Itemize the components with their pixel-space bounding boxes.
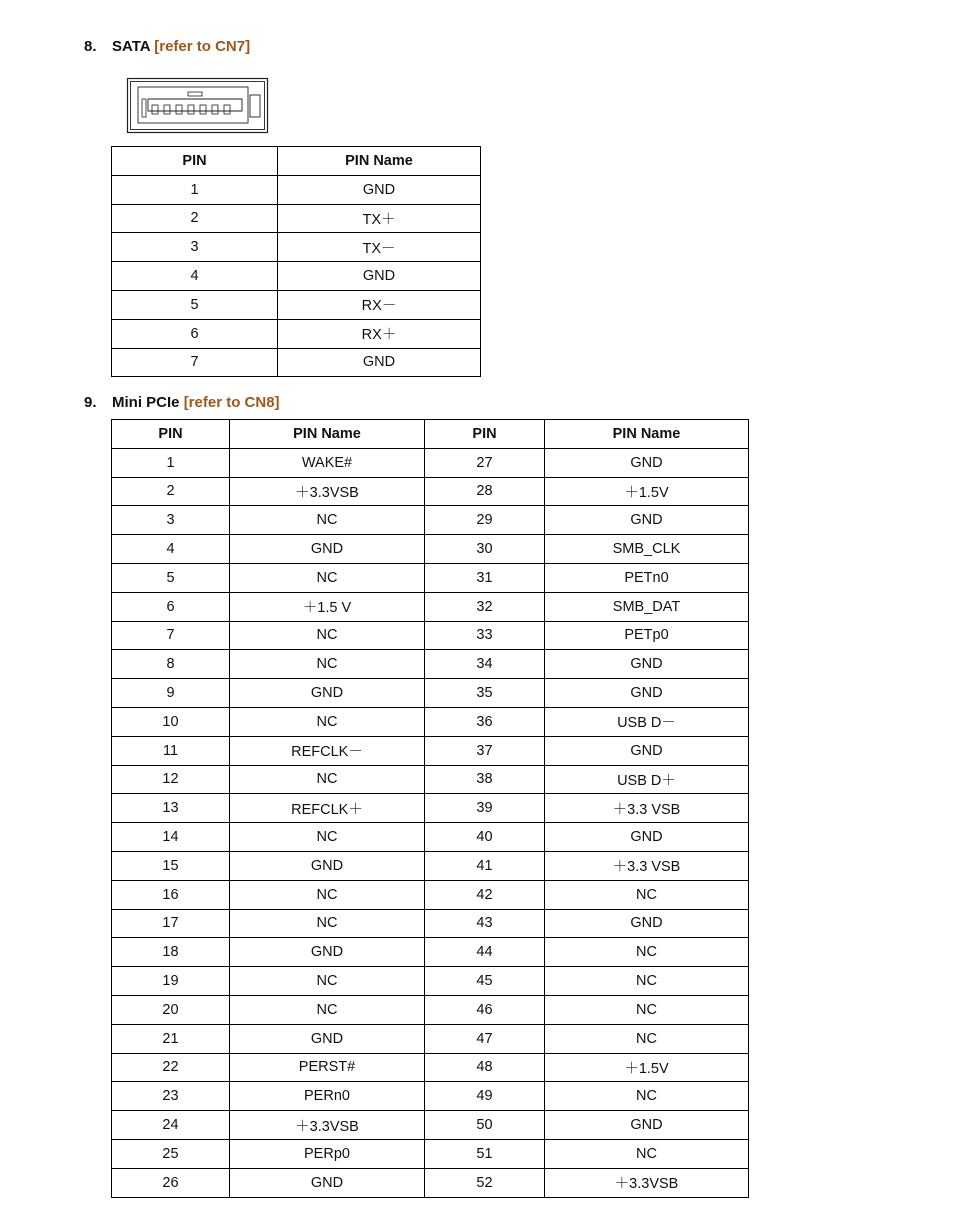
table-row xyxy=(112,592,749,621)
pin-name-cell: NC xyxy=(545,880,749,909)
pin-name-cell: REFCLK＋ xyxy=(230,794,425,823)
pin-name-cell: NC xyxy=(230,707,425,736)
pin-name-cell: ＋3.3VSB xyxy=(545,1168,749,1197)
section-reference: [refer to CN7] xyxy=(154,38,251,55)
pin-name-cell: PETn0 xyxy=(545,563,749,592)
pin-number-cell: 44 xyxy=(425,938,545,967)
section-reference: [refer to CN8] xyxy=(183,394,280,411)
pin-name-cell: ＋3.3VSB xyxy=(230,1111,425,1140)
table-row xyxy=(112,233,481,262)
pin-number-cell: 1 xyxy=(112,175,278,204)
table-row xyxy=(112,204,481,233)
pin-name-cell: ＋1.5V xyxy=(545,477,749,506)
pin-name-cell: NC xyxy=(230,967,425,996)
pin-number-cell: 32 xyxy=(425,592,545,621)
pin-number-cell: 11 xyxy=(112,736,230,765)
pin-number-cell: 23 xyxy=(112,1082,230,1111)
section-heading-mini-pcie xyxy=(84,394,280,411)
pin-number-cell: 47 xyxy=(425,1024,545,1053)
pin-number-cell: 19 xyxy=(112,967,230,996)
pin-number-cell: 10 xyxy=(112,707,230,736)
pin-number-cell: 24 xyxy=(112,1111,230,1140)
pin-number-cell: 51 xyxy=(425,1139,545,1168)
section-heading-sata xyxy=(84,38,250,55)
pin-name-cell: NC xyxy=(230,995,425,1024)
pin-name-cell: NC xyxy=(230,506,425,535)
pin-number-cell: 15 xyxy=(112,851,230,880)
pin-number-cell: 27 xyxy=(425,448,545,477)
pin-number-cell: 26 xyxy=(112,1168,230,1197)
table-row xyxy=(112,851,749,880)
pin-name-cell: TX＋ xyxy=(278,204,481,233)
column-header-pin: PIN xyxy=(112,420,230,449)
pin-name-cell: NC xyxy=(545,1082,749,1111)
table-row xyxy=(112,535,749,564)
table-row xyxy=(112,290,481,319)
table-row xyxy=(112,262,481,291)
pin-number-cell: 50 xyxy=(425,1111,545,1140)
table-row xyxy=(112,707,749,736)
table-row xyxy=(112,1111,749,1140)
pin-name-cell: REFCLK－ xyxy=(230,736,425,765)
pin-number-cell: 42 xyxy=(425,880,545,909)
pin-number-cell: 43 xyxy=(425,909,545,938)
pin-number-cell: 20 xyxy=(112,995,230,1024)
sata-pin-table xyxy=(111,146,481,377)
pin-name-cell: PERp0 xyxy=(230,1139,425,1168)
pin-number-cell: 38 xyxy=(425,765,545,794)
pin-number-cell: 3 xyxy=(112,233,278,262)
table-header-row xyxy=(112,147,481,176)
pin-number-cell: 30 xyxy=(425,535,545,564)
pin-name-cell: NC xyxy=(230,765,425,794)
pin-number-cell: 40 xyxy=(425,823,545,852)
pin-name-cell: PERn0 xyxy=(230,1082,425,1111)
pin-number-cell: 4 xyxy=(112,262,278,291)
pin-number-cell: 16 xyxy=(112,880,230,909)
table-row xyxy=(112,563,749,592)
pin-number-cell: 52 xyxy=(425,1168,545,1197)
pin-name-cell: GND xyxy=(545,679,749,708)
pin-number-cell: 13 xyxy=(112,794,230,823)
table-row xyxy=(112,765,749,794)
pin-name-cell: PERST# xyxy=(230,1053,425,1082)
pin-number-cell: 48 xyxy=(425,1053,545,1082)
table-row xyxy=(112,1053,749,1082)
column-header-pin-name: PIN Name xyxy=(230,420,425,449)
pin-name-cell: GND xyxy=(278,348,481,377)
pin-name-cell: USB D－ xyxy=(545,707,749,736)
pin-name-cell: RX－ xyxy=(278,290,481,319)
table-row xyxy=(112,477,749,506)
pin-number-cell: 3 xyxy=(112,506,230,535)
pin-name-cell: NC xyxy=(545,995,749,1024)
pin-name-cell: WAKE# xyxy=(230,448,425,477)
pin-number-cell: 31 xyxy=(425,563,545,592)
pin-number-cell: 7 xyxy=(112,621,230,650)
table-row xyxy=(112,1082,749,1111)
pin-name-cell: SMB_CLK xyxy=(545,535,749,564)
pin-name-cell: NC xyxy=(230,563,425,592)
pin-name-cell: GND xyxy=(545,650,749,679)
table-row xyxy=(112,794,749,823)
pin-name-cell: NC xyxy=(230,823,425,852)
pin-name-cell: RX＋ xyxy=(278,319,481,348)
pin-name-cell: GND xyxy=(278,262,481,291)
pin-number-cell: 7 xyxy=(112,348,278,377)
table-row xyxy=(112,823,749,852)
pin-name-cell: NC xyxy=(545,938,749,967)
pin-number-cell: 6 xyxy=(112,592,230,621)
pin-name-cell: GND xyxy=(545,448,749,477)
pin-number-cell: 25 xyxy=(112,1139,230,1168)
pin-name-cell: ＋3.3 VSB xyxy=(545,851,749,880)
pin-number-cell: 2 xyxy=(112,204,278,233)
column-header-pin-name: PIN Name xyxy=(545,420,749,449)
pin-name-cell: NC xyxy=(230,880,425,909)
pin-number-cell: 14 xyxy=(112,823,230,852)
table-header-row xyxy=(112,420,749,449)
pin-number-cell: 18 xyxy=(112,938,230,967)
mini-pcie-pin-table xyxy=(111,419,749,1198)
pin-name-cell: ＋3.3 VSB xyxy=(545,794,749,823)
pin-number-cell: 21 xyxy=(112,1024,230,1053)
pin-number-cell: 37 xyxy=(425,736,545,765)
pin-number-cell: 28 xyxy=(425,477,545,506)
pin-name-cell: GND xyxy=(230,1168,425,1197)
table-row xyxy=(112,1024,749,1053)
column-header-pin: PIN xyxy=(112,147,278,176)
table-row xyxy=(112,1139,749,1168)
pin-number-cell: 5 xyxy=(112,563,230,592)
pin-number-cell: 35 xyxy=(425,679,545,708)
table-row xyxy=(112,995,749,1024)
pin-name-cell: NC xyxy=(545,967,749,996)
pin-number-cell: 33 xyxy=(425,621,545,650)
pin-name-cell: NC xyxy=(545,1024,749,1053)
pin-name-cell: GND xyxy=(545,1111,749,1140)
pin-number-cell: 1 xyxy=(112,448,230,477)
pin-number-cell: 2 xyxy=(112,477,230,506)
section-title: Mini PCIe xyxy=(112,394,180,411)
table-row xyxy=(112,319,481,348)
pin-number-cell: 12 xyxy=(112,765,230,794)
pin-name-cell: ＋3.3VSB xyxy=(230,477,425,506)
table-row xyxy=(112,506,749,535)
pin-name-cell: GND xyxy=(230,535,425,564)
sata-connector-diagram xyxy=(126,77,269,134)
pin-number-cell: 29 xyxy=(425,506,545,535)
pin-name-cell: GND xyxy=(230,679,425,708)
pin-number-cell: 46 xyxy=(425,995,545,1024)
table-row xyxy=(112,909,749,938)
pin-number-cell: 22 xyxy=(112,1053,230,1082)
table-row xyxy=(112,736,749,765)
pin-number-cell: 9 xyxy=(112,679,230,708)
pin-number-cell: 17 xyxy=(112,909,230,938)
column-header-pin-name: PIN Name xyxy=(278,147,481,176)
pin-name-cell: TX－ xyxy=(278,233,481,262)
pin-name-cell: PETp0 xyxy=(545,621,749,650)
table-row xyxy=(112,880,749,909)
pin-number-cell: 4 xyxy=(112,535,230,564)
table-row xyxy=(112,175,481,204)
table-row xyxy=(112,938,749,967)
pin-name-cell: GND xyxy=(545,823,749,852)
pin-name-cell: NC xyxy=(545,1139,749,1168)
table-row xyxy=(112,967,749,996)
pin-name-cell: NC xyxy=(230,621,425,650)
pin-name-cell: NC xyxy=(230,909,425,938)
pin-name-cell: GND xyxy=(230,938,425,967)
section-number: 9. xyxy=(84,394,97,411)
pin-name-cell: GND xyxy=(230,1024,425,1053)
table-row xyxy=(112,679,749,708)
pin-name-cell: GND xyxy=(545,909,749,938)
section-number: 8. xyxy=(84,38,97,55)
pin-name-cell: NC xyxy=(230,650,425,679)
pin-number-cell: 49 xyxy=(425,1082,545,1111)
pin-number-cell: 39 xyxy=(425,794,545,823)
pin-name-cell: ＋1.5 V xyxy=(230,592,425,621)
pin-name-cell: GND xyxy=(545,506,749,535)
table-row xyxy=(112,448,749,477)
table-row xyxy=(112,650,749,679)
pin-number-cell: 8 xyxy=(112,650,230,679)
table-row xyxy=(112,1168,749,1197)
pin-number-cell: 36 xyxy=(425,707,545,736)
pin-name-cell: GND xyxy=(230,851,425,880)
pin-name-cell: SMB_DAT xyxy=(545,592,749,621)
pin-name-cell: ＋1.5V xyxy=(545,1053,749,1082)
column-header-pin: PIN xyxy=(425,420,545,449)
pin-number-cell: 5 xyxy=(112,290,278,319)
pin-number-cell: 45 xyxy=(425,967,545,996)
pin-name-cell: USB D＋ xyxy=(545,765,749,794)
pin-number-cell: 6 xyxy=(112,319,278,348)
section-title: SATA xyxy=(112,38,151,55)
table-row xyxy=(112,348,481,377)
pin-name-cell: GND xyxy=(278,175,481,204)
pin-name-cell: GND xyxy=(545,736,749,765)
pin-number-cell: 41 xyxy=(425,851,545,880)
pin-number-cell: 34 xyxy=(425,650,545,679)
table-row xyxy=(112,621,749,650)
